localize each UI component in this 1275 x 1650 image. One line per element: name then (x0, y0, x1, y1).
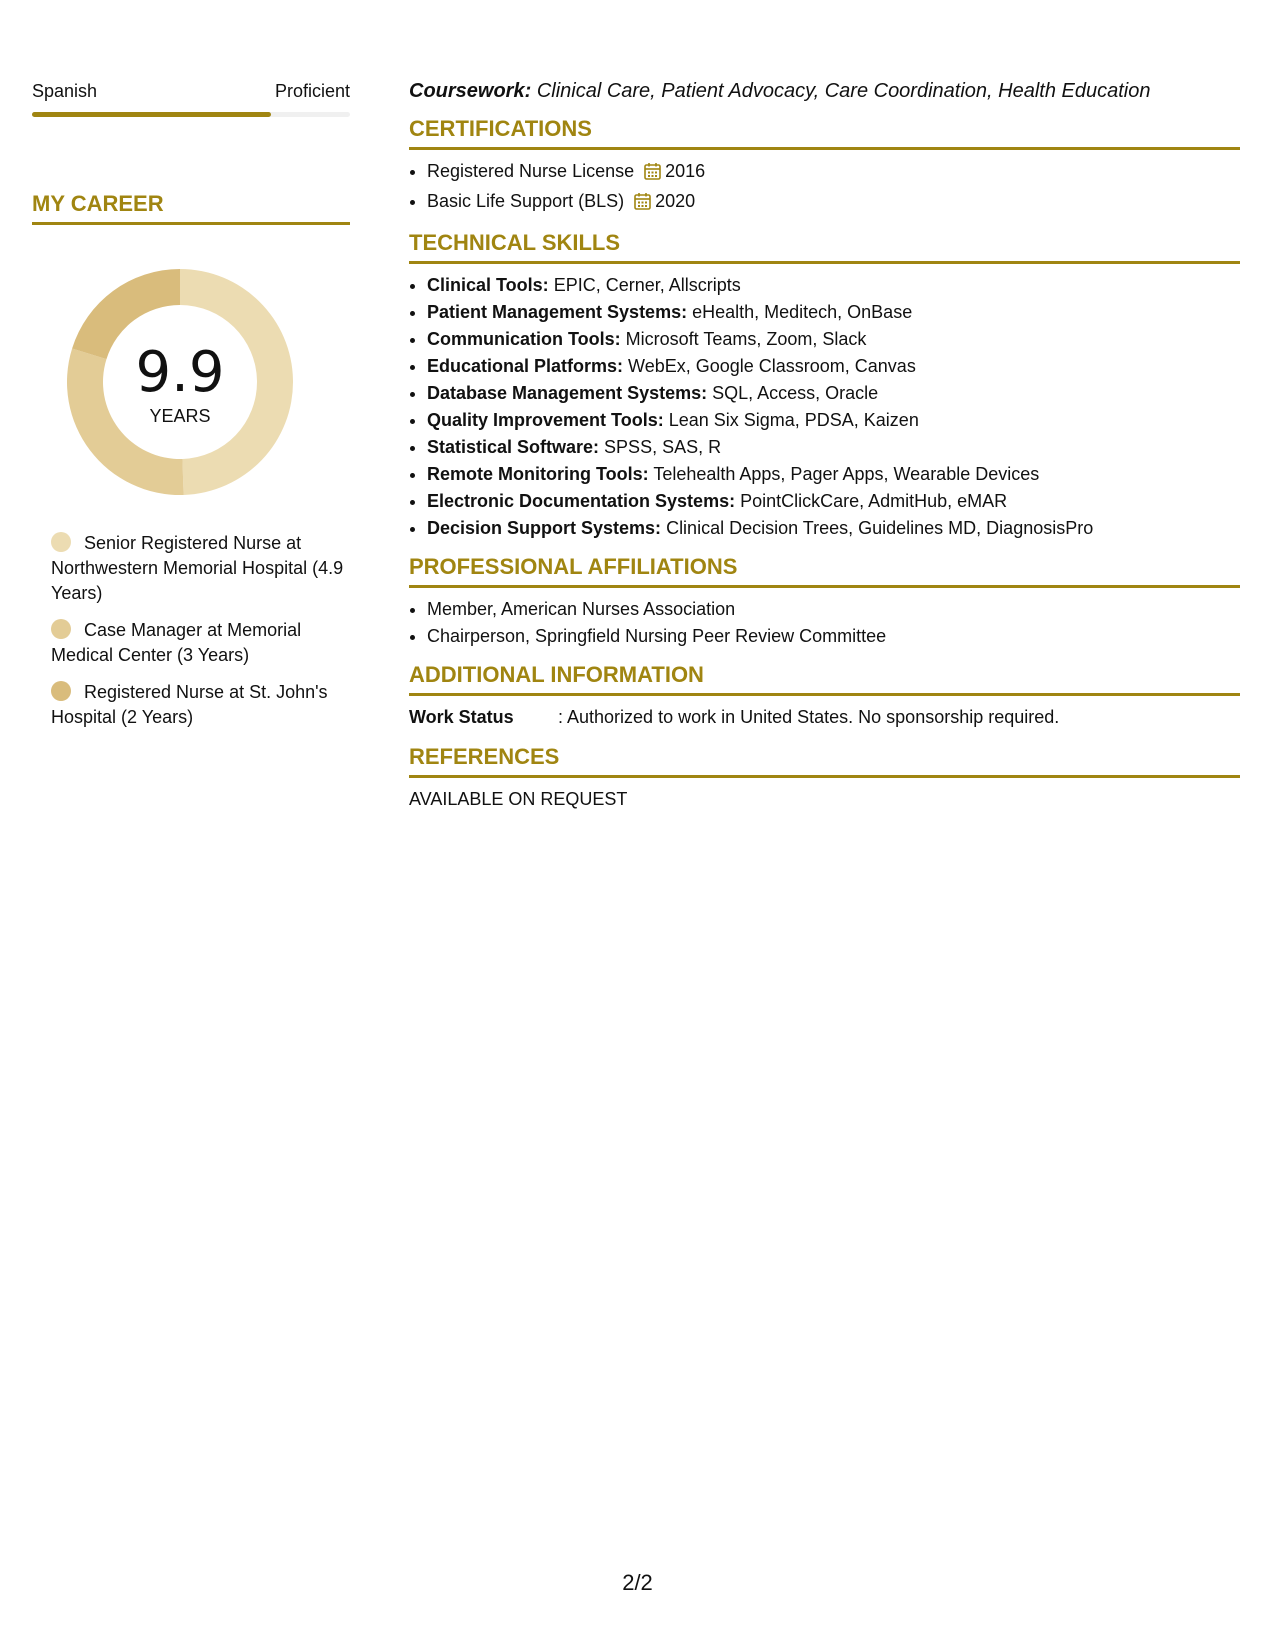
skill-value: eHealth, Meditech, OnBase (687, 302, 913, 322)
skill-label: Patient Management Systems: (427, 302, 688, 322)
skill-item (427, 515, 1240, 542)
work-status-label: Work Status (409, 707, 514, 727)
certification-item (427, 188, 1240, 218)
work-status-row (409, 704, 1240, 730)
career-legend (51, 531, 350, 730)
certification-year: 2016 (665, 161, 706, 181)
coursework-value: Clinical Care, Patient Advocacy, Care Coordination, Health Education (536, 80, 1151, 102)
certification-year: 2020 (655, 191, 696, 211)
skill-item (427, 407, 1240, 434)
donut-center (67, 269, 293, 495)
calendar-icon (634, 191, 651, 218)
language-proficiency-bar (32, 112, 350, 117)
coursework-label: Coursework: (409, 80, 532, 102)
skill-value: SQL, Access, Oracle (707, 383, 879, 403)
affiliation-item: • Chairperson, Springfield Nursing Peer Review Committee (427, 623, 1240, 650)
affiliations-title: PROFESSIONAL AFFILIATIONS (409, 554, 1240, 588)
certification-name: Basic Life Support (BLS) (427, 191, 625, 211)
skill-item (427, 272, 1240, 299)
left-column (32, 80, 350, 742)
language-row (32, 80, 350, 102)
language-proficiency-fill (32, 112, 271, 117)
skill-item (427, 380, 1240, 407)
career-item-label: Registered Nurse at St. John's Hospital (2 Years) (51, 682, 328, 727)
skill-label: Educational Platforms: (427, 356, 624, 376)
coursework (409, 78, 1240, 104)
skill-item (427, 353, 1240, 380)
career-dot-icon (51, 619, 71, 639)
language-name: Spanish (32, 81, 98, 101)
career-item-label: Case Manager at Memorial Medical Center (3 Years) (51, 620, 302, 665)
language-level: Proficient (274, 81, 350, 101)
skill-label: Quality Improvement Tools: (427, 410, 664, 430)
career-total-unit: YEARS (149, 406, 211, 426)
skill-value: Clinical Decision Trees, Guidelines MD, DiagnosisPro (661, 518, 1094, 538)
career-dot-icon (51, 681, 71, 701)
career-item (51, 680, 350, 730)
skill-label: Electronic Documentation Systems: (427, 491, 736, 511)
skill-label: Communication Tools: (427, 329, 621, 349)
skill-value: Lean Six Sigma, PDSA, Kaizen (663, 410, 919, 430)
skill-item (427, 434, 1240, 461)
skill-label: Database Management Systems: (427, 383, 708, 403)
skill-value: PointClickCare, AdmitHub, eMAR (735, 491, 1008, 511)
skill-item (427, 299, 1240, 326)
affiliations-list (409, 596, 1240, 650)
career-dot-icon (51, 532, 71, 552)
skill-value: WebEx, Google Classroom, Canvas (623, 356, 916, 376)
certifications-list (409, 158, 1240, 218)
skill-item (427, 326, 1240, 353)
skill-label: Remote Monitoring Tools: (427, 464, 649, 484)
skill-label: Clinical Tools: (427, 275, 549, 295)
skill-value: EPIC, Cerner, Allscripts (548, 275, 741, 295)
certifications-title: CERTIFICATIONS (409, 116, 1240, 150)
career-item-label: Senior Registered Nurse at Northwestern Memorial Hospital (4.9 Years) (51, 533, 344, 603)
right-column (409, 78, 1240, 812)
additional-info-title: ADDITIONAL INFORMATION (409, 662, 1240, 696)
references-title: REFERENCES (409, 744, 1240, 778)
technical-skills-list (409, 272, 1240, 542)
career-total-years: 9.9 (135, 340, 225, 405)
skill-value: Telehealth Apps, Pager Apps, Wearable Devices (648, 464, 1040, 484)
career-donut-chart (67, 269, 293, 495)
skill-label: Statistical Software: (427, 437, 600, 457)
skill-value: SPSS, SAS, R (599, 437, 722, 457)
certification-name: Registered Nurse License (427, 161, 635, 181)
career-section-title: MY CAREER (32, 191, 350, 225)
work-status-value: : Authorized to work in United States. No sponsorship required. (558, 707, 1060, 727)
skill-label: Decision Support Systems: (427, 518, 662, 538)
technical-skills-title: TECHNICAL SKILLS (409, 230, 1240, 264)
skill-value: Microsoft Teams, Zoom, Slack (620, 329, 867, 349)
calendar-icon (644, 161, 661, 188)
references-value: AVAILABLE ON REQUEST (409, 789, 628, 809)
career-item (51, 618, 350, 668)
page-number: 2/2 (622, 1570, 653, 1595)
skill-item (427, 488, 1240, 515)
certification-item (427, 158, 1240, 188)
skill-item (427, 461, 1240, 488)
affiliation-item: • Member, American Nurses Association (427, 596, 1240, 623)
career-item (51, 531, 350, 606)
